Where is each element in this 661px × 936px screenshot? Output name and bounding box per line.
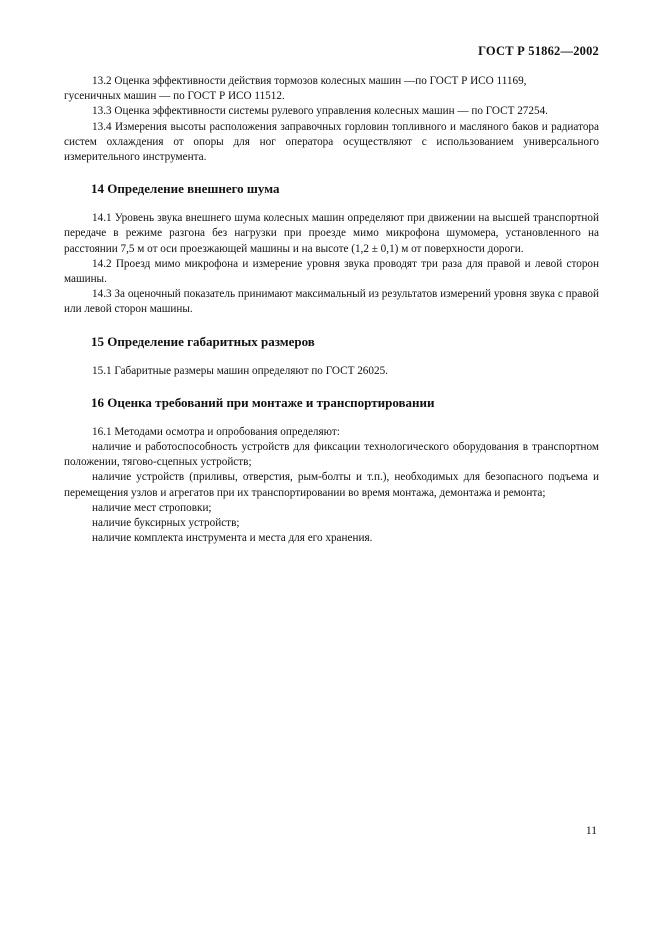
paragraph-13-3: 13.3 Оценка эффективности системы рулевого управления колесных машин — по ГОСТ 27254. — [92, 105, 548, 118]
paragraph-15-1: 15.1 Габаритные размеры машин определяют по ГОСТ 26025. — [92, 364, 388, 377]
paragraph-13-2-line1: 13.2 Оценка эффективности действия тормозов колесных машин —по ГОСТ Р ИСО 11169, — [92, 75, 527, 87]
list-item: наличие мест строповки; — [92, 501, 212, 514]
paragraph-13-2-cont: гусеничных машин — по ГОСТ Р ИСО 11512. — [64, 90, 285, 103]
section-16-heading: 16 Оценка требований при монтаже и транспортировании — [91, 394, 435, 410]
paragraph-14-2: 14.2 Проезд мимо микрофона и измерение уровня звука проводят три раза для правой и левой сторон машины. — [64, 257, 599, 286]
list-item: наличие буксирных устройств; — [92, 517, 240, 530]
section-14-heading: 14 Определение внешнего шума — [91, 181, 280, 197]
paragraph-14-3: 14.3 За оценочный показатель принимают максимальный из результатов измерений уровня звука с правой или левой сторон машины. — [64, 288, 599, 316]
page-body — [64, 74, 599, 546]
section-15-heading: 15 Определение габаритных размеров — [91, 333, 315, 349]
paragraph-14-1: 14.1 Уровень звука внешнего шума колесных машин определяют при движении на высшей транспортной передаче в режиме разгона без нагрузки при проезде мимо микрофона шумомера, установленного на расстоянии 7,5 м от оси проезжающей машины и на высоте (1,2 ± 0,1) м от поверхности дороги. — [64, 212, 599, 255]
paragraph-13-4: 13.4 Измерения высоты расположения заправочных горловин топливного и масляного баков и радиатора систем охлаждения от опоры для ног оператора осуществляют с использованием универсального измерительного инструмента. — [64, 120, 599, 164]
document-header: ГОСТ Р 51862—2002 — [478, 44, 599, 58]
list-item: наличие и работоспособность устройств для фиксации технологического оборудования в транспортном положении, тягово-сцепных устройств; — [64, 441, 599, 469]
list-item: наличие комплекта инструмента и места для его хранения. — [92, 532, 373, 545]
list-item: наличие устройств (приливы, отверстия, рым-болты и т.п.), необходимых для безопасного подъема и перемещения узлов и агрегатов при их транспортировании во время монтажа, демонтажа и ремонта; — [64, 471, 599, 499]
page-number: 11 — [585, 825, 597, 837]
paragraph-16-1: 16.1 Методами осмотра и опробования определяют: — [92, 425, 340, 438]
paragraph-13-2 — [64, 74, 599, 89]
